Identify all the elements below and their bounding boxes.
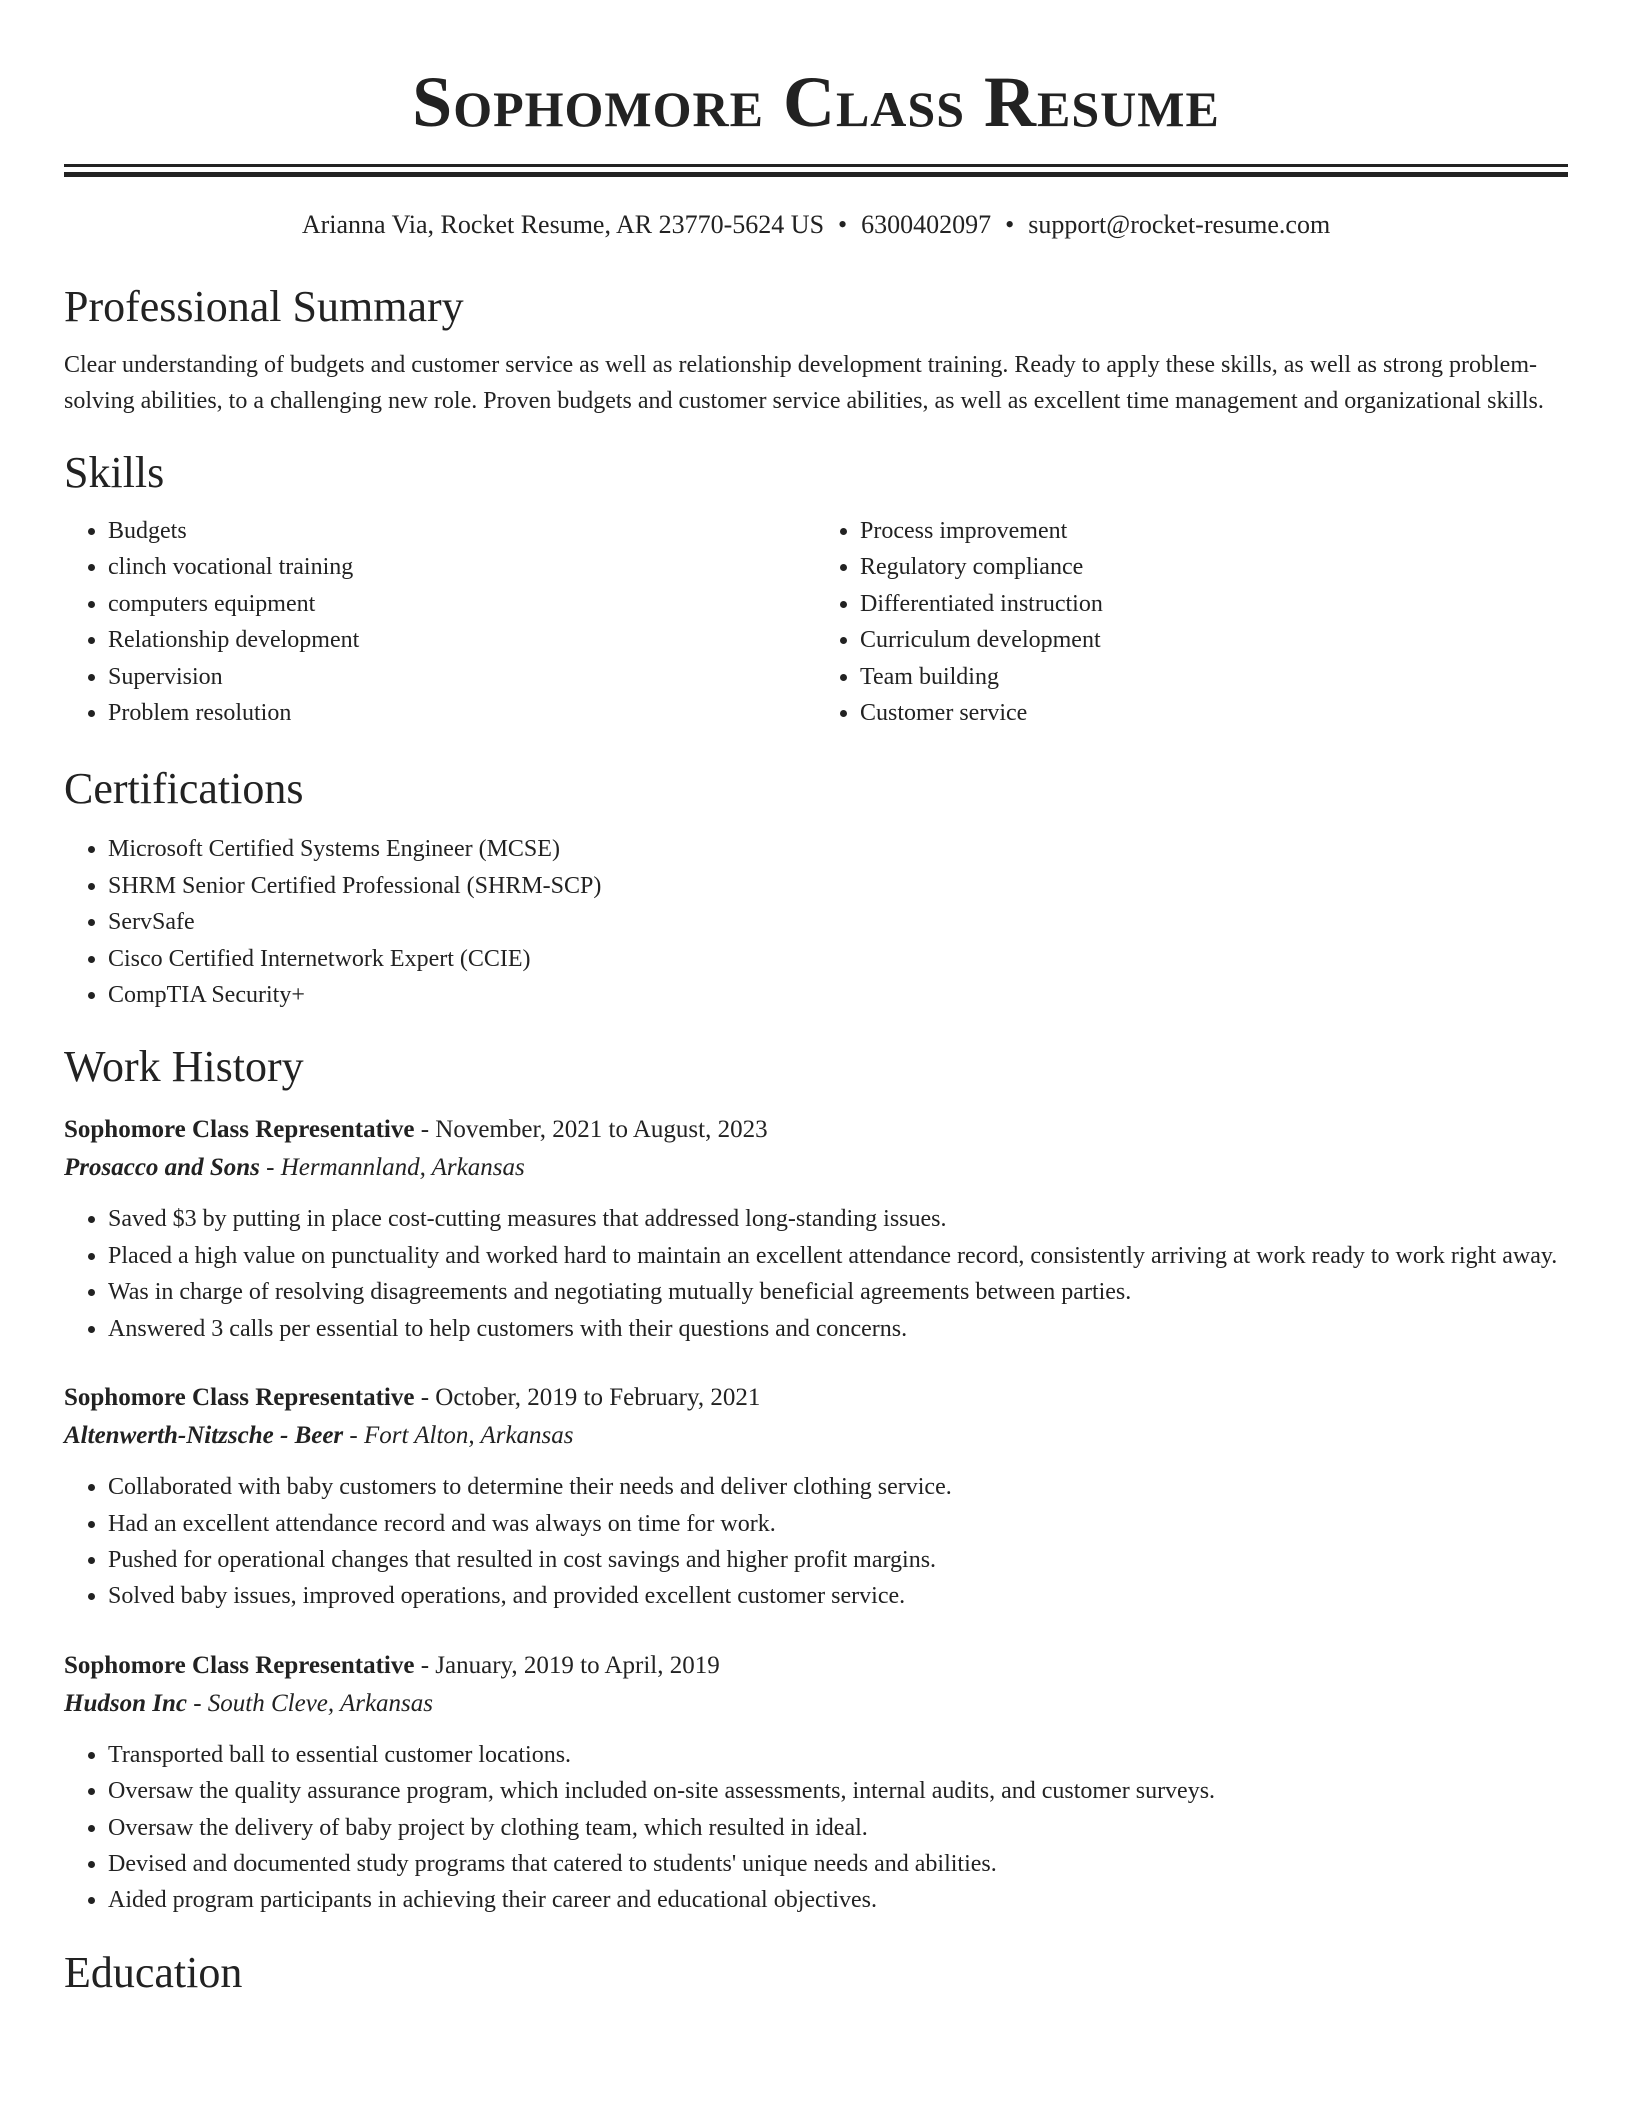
- skill-item: • Budgets: [108, 513, 816, 549]
- skills-list-left: [64, 513, 816, 731]
- certifications-heading: Certifications: [64, 764, 304, 814]
- contact-separator: •: [1005, 210, 1015, 239]
- job-bullets: [64, 1737, 1568, 1919]
- certification-item: • ServSafe: [108, 904, 1568, 940]
- job-dash: -: [414, 1116, 436, 1144]
- job-company: Altenwerth-Nitzsche - Beer: [64, 1422, 344, 1450]
- job-bullets: [64, 1201, 1568, 1347]
- skills-heading: Skills: [64, 448, 165, 497]
- job-bullet: • Devised and documented study programs that catered to students' unique needs and abilities.: [108, 1846, 1568, 1882]
- job-title-line: [64, 1647, 1568, 1685]
- job-location: South Cleve, Arkansas: [207, 1689, 434, 1717]
- certification-item: • Cisco Certified Internetwork Expert (CCIE): [108, 941, 1568, 977]
- skills-columns: [64, 513, 1568, 731]
- job-location: Hermannland, Arkansas: [280, 1154, 525, 1182]
- skill-item: • Supervision: [108, 659, 816, 695]
- job-bullet: • Saved $3 by putting in place cost-cutting measures that addressed long-standing issues.: [108, 1201, 1568, 1237]
- job-bullet: • Answered 3 calls per essential to help customers with their questions and concerns.: [108, 1311, 1568, 1347]
- contact-phone: 6300402097: [861, 210, 992, 239]
- job-company: Prosacco and Sons: [64, 1154, 260, 1182]
- job-location: Fort Alton, Arkansas: [364, 1422, 574, 1450]
- job-bullet: • Oversaw the quality assurance program, which included on-site assessments, internal audits, and customer surveys.: [108, 1773, 1568, 1809]
- certification-item: • CompTIA Security+: [108, 977, 1568, 1013]
- job-bullet: • Transported ball to essential customer locations.: [108, 1737, 1568, 1773]
- contact-email: support@rocket-resume.com: [1028, 210, 1331, 239]
- education-heading: Education: [64, 1947, 243, 1997]
- job-dash: -: [343, 1422, 364, 1450]
- job-entry: [64, 1647, 1568, 1919]
- certifications-list: [64, 831, 1568, 1013]
- title-divider: [64, 164, 1568, 177]
- work-history-heading: Work History: [64, 1042, 304, 1092]
- skill-item: • Relationship development: [108, 622, 816, 658]
- skill-item: • clinch vocational training: [108, 549, 816, 585]
- job-dates: January, 2019 to April, 2019: [435, 1651, 720, 1679]
- job-dash: -: [414, 1384, 436, 1412]
- job-company-line: [64, 1685, 1568, 1723]
- job-company: Hudson Inc: [64, 1689, 187, 1717]
- job-dash: -: [186, 1689, 208, 1717]
- job-bullets: [64, 1469, 1568, 1615]
- job-dash: -: [414, 1651, 436, 1679]
- job-role: Sophomore Class Representative: [64, 1651, 415, 1679]
- skill-item: • Problem resolution: [108, 695, 816, 731]
- job-bullet: • Had an excellent attendance record and was always on time for work.: [108, 1506, 1568, 1542]
- job-dates: November, 2021 to August, 2023: [435, 1116, 768, 1144]
- job-title-line: [64, 1111, 1568, 1149]
- skill-item: • Customer service: [860, 695, 1568, 731]
- job-role: Sophomore Class Representative: [64, 1116, 415, 1144]
- job-dates: October, 2019 to February, 2021: [435, 1384, 761, 1412]
- skill-item: • computers equipment: [108, 586, 816, 622]
- skill-item: • Team building: [860, 659, 1568, 695]
- job-bullet: • Placed a high value on punctuality and worked hard to maintain an excellent attendance record, consistently arriving at work ready to work right away.: [108, 1238, 1568, 1274]
- skill-item: • Process improvement: [860, 513, 1568, 549]
- job-company-line: [64, 1149, 1568, 1187]
- job-bullet: • Aided program participants in achieving their career and educational objectives.: [108, 1882, 1568, 1918]
- job-entry: [64, 1111, 1568, 1347]
- job-bullet: • Pushed for operational changes that resulted in cost savings and higher profit margins.: [108, 1542, 1568, 1578]
- contact-address: Arianna Via, Rocket Resume, AR 23770-5624 US: [301, 210, 825, 239]
- skill-item: • Regulatory compliance: [860, 549, 1568, 585]
- job-bullet: • Solved baby issues, improved operations, and provided excellent customer service.: [108, 1578, 1568, 1614]
- summary-text: Clear understanding of budgets and customer service as well as relationship development training. Ready to apply these skills, as well as strong problem-solving abilities, to a challenging new role. Proven budgets and customer service abilities, as well as excellent time management and organizational skills.: [64, 352, 1544, 414]
- job-company-line: [64, 1417, 1568, 1455]
- job-bullet: • Was in charge of resolving disagreements and negotiating mutually beneficial agreements between parties.: [108, 1274, 1568, 1310]
- job-entry: [64, 1379, 1568, 1615]
- skill-item: • Differentiated instruction: [860, 586, 1568, 622]
- certification-item: • SHRM Senior Certified Professional (SHRM-SCP): [108, 868, 1568, 904]
- job-bullet: • Oversaw the delivery of baby project by clothing team, which resulted in ideal.: [108, 1810, 1568, 1846]
- job-bullet: • Collaborated with baby customers to determine their needs and deliver clothing service.: [108, 1469, 1568, 1505]
- job-title-line: [64, 1379, 1568, 1417]
- job-role: Sophomore Class Representative: [64, 1384, 415, 1412]
- contact-line: [64, 207, 1568, 243]
- summary-heading: Professional Summary: [64, 282, 464, 331]
- skill-item: • Curriculum development: [860, 622, 1568, 658]
- skills-list-right: [816, 513, 1568, 731]
- contact-separator: •: [838, 210, 848, 239]
- job-dash: -: [259, 1154, 281, 1182]
- page-title: Sophomore Class Resume: [412, 62, 1220, 142]
- certification-item: • Microsoft Certified Systems Engineer (MCSE): [108, 831, 1568, 867]
